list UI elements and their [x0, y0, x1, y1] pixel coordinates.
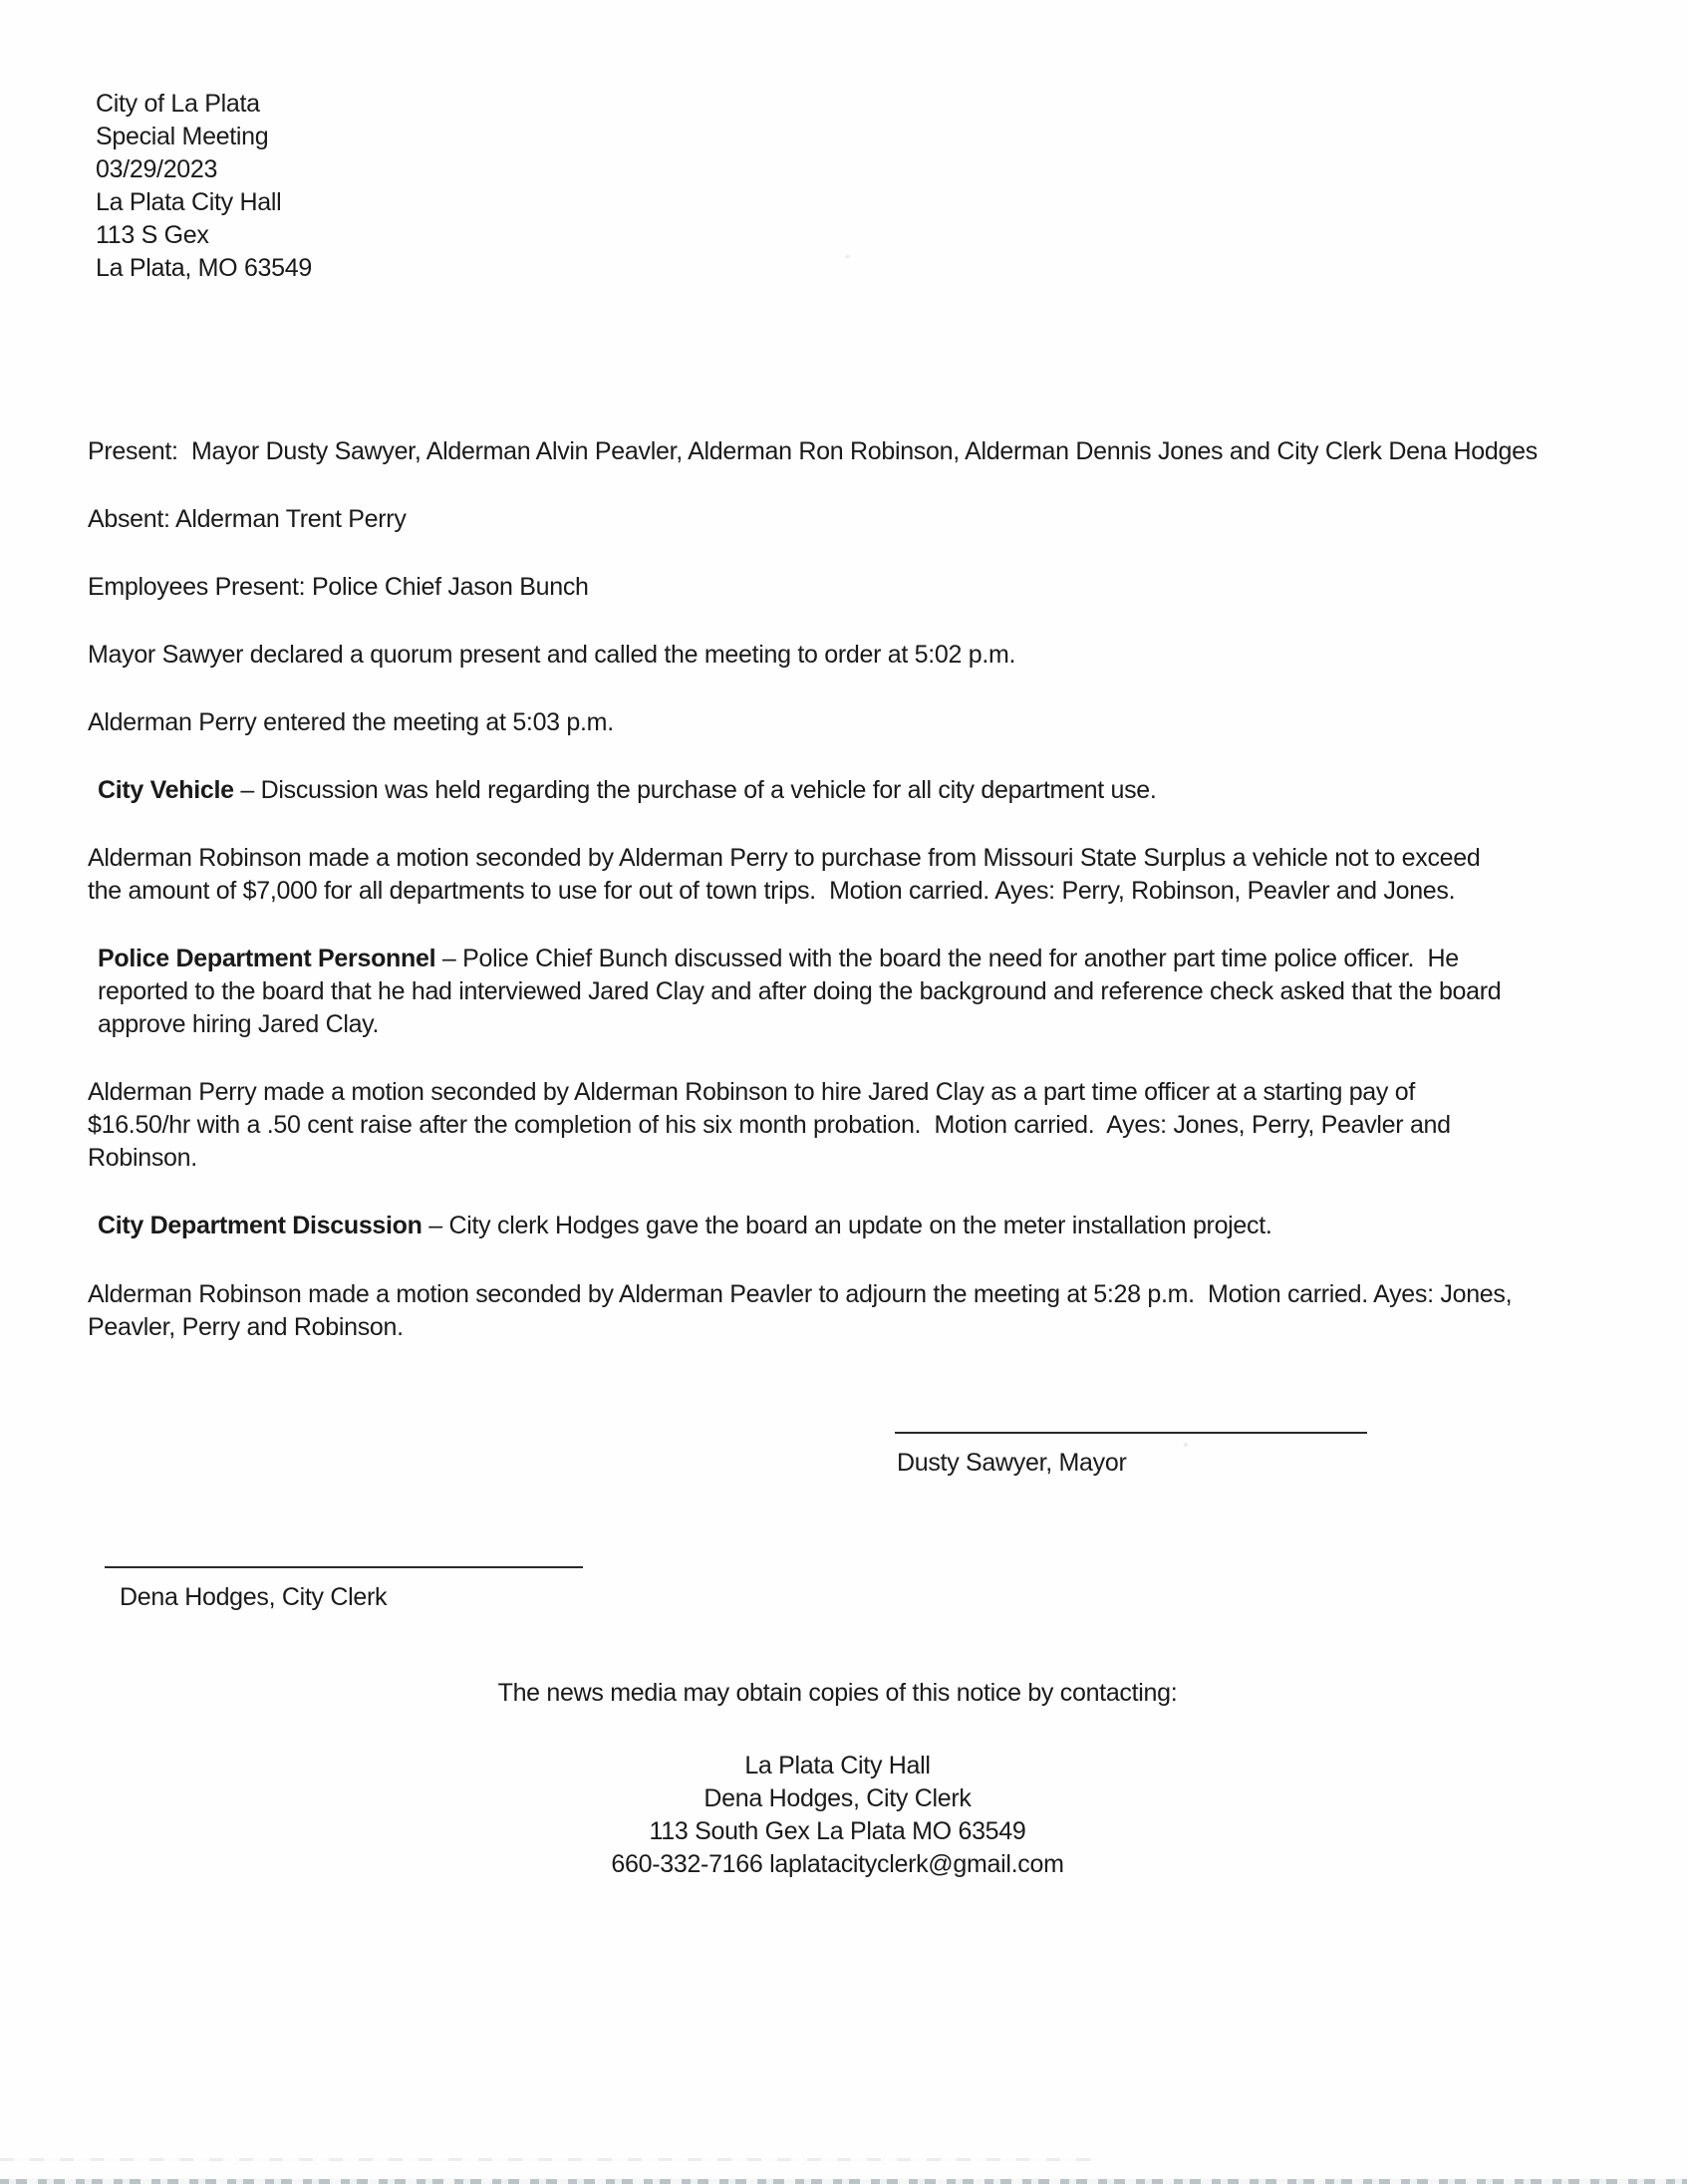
contact-block	[88, 1750, 1587, 1881]
paragraph-hire-motion: Alderman Perry made a motion seconded by Alderman Robinson to hire Jared Clay as a part time officer at a starting pay of $16.50/hr with a .50 cent raise after the completion of his six month probation. Motion carried. Ayes: Jones, Perry, Peavler and Robinson.	[88, 1078, 1451, 1172]
header-line-date: 03/29/2023	[96, 155, 218, 183]
scan-speck	[845, 255, 850, 258]
contact-org: La Plata City Hall	[744, 1752, 931, 1779]
paragraph-present: Present: Mayor Dusty Sawyer, Alderman Alvin Peavler, Alderman Ron Robinson, Alderman Dennis Jones and City Clerk Dena Hodges	[88, 437, 1538, 465]
paragraph-employees-present: Employees Present: Police Chief Jason Bunch	[88, 573, 589, 601]
heading-city-vehicle: City Vehicle	[98, 776, 234, 804]
header-line-street: 113 S Gex	[96, 221, 209, 249]
heading-police-personnel: Police Department Personnel	[98, 945, 436, 972]
signature-line-mayor	[895, 1432, 1367, 1434]
document-header	[96, 88, 1587, 285]
paragraph-adjourn-motion: Alderman Robinson made a motion seconded by Alderman Peavler to adjourn the meeting at 5:28 p.m. Motion carried. Ayes: Jones, Peavler, Perry and Robinson.	[88, 1280, 1513, 1341]
paragraph-police-personnel: Police Department Personnel – Police Chief Bunch discussed with the board the need for another part time police officer. He reported to the board that he had interviewed Jared Clay and after doing the background and reference check asked that the board approve hiring Jared Clay.	[98, 945, 1502, 1038]
media-notice: The news media may obtain copies of this notice by contacting:	[497, 1679, 1178, 1707]
paragraph-vehicle-motion: Alderman Robinson made a motion seconded by Alderman Perry to purchase from Missouri State Surplus a vehicle not to exceed the amount of $7,000 for all departments to use for out of town trips. Motion carried. Ayes: Perry, Robinson, Peavler and Jones.	[88, 844, 1481, 905]
contact-phone-email: 660-332-7166 laplatacityclerk@gmail.com	[611, 1850, 1064, 1878]
paragraph-absent: Absent: Alderman Trent Perry	[88, 505, 407, 533]
scan-speck	[1184, 1443, 1188, 1447]
header-line-location: La Plata City Hall	[96, 188, 282, 216]
contact-address: 113 South Gex La Plata MO 63549	[649, 1817, 1026, 1845]
paragraph-quorum: Mayor Sawyer declared a quorum present and called the meeting to order at 5:02 p.m.	[88, 641, 1016, 669]
scan-smudge-artifact	[0, 2158, 1096, 2161]
signature-block-mayor	[88, 1432, 1587, 1480]
paragraph-city-vehicle: City Vehicle – Discussion was held regarding the purchase of a vehicle for all city department use.	[98, 776, 1157, 804]
signature-block-clerk	[88, 1566, 1587, 1614]
header-line-meeting-type: Special Meeting	[96, 123, 269, 150]
contact-person: Dena Hodges, City Clerk	[703, 1784, 972, 1812]
scan-bottom-edge-artifact	[0, 2179, 1687, 2184]
signature-name-mayor: Dusty Sawyer, Mayor	[897, 1449, 1127, 1477]
header-line-org: City of La Plata	[96, 90, 260, 118]
paragraph-perry-entered: Alderman Perry entered the meeting at 5:03 p.m.	[88, 708, 614, 736]
signature-name-clerk: Dena Hodges, City Clerk	[120, 1583, 388, 1611]
paragraph-city-department: City Department Discussion – City clerk Hodges gave the board an update on the meter installation project.	[98, 1212, 1272, 1239]
header-line-city-state-zip: La Plata, MO 63549	[96, 254, 312, 282]
signature-line-clerk	[105, 1566, 583, 1568]
heading-city-department: City Department Discussion	[98, 1212, 422, 1239]
